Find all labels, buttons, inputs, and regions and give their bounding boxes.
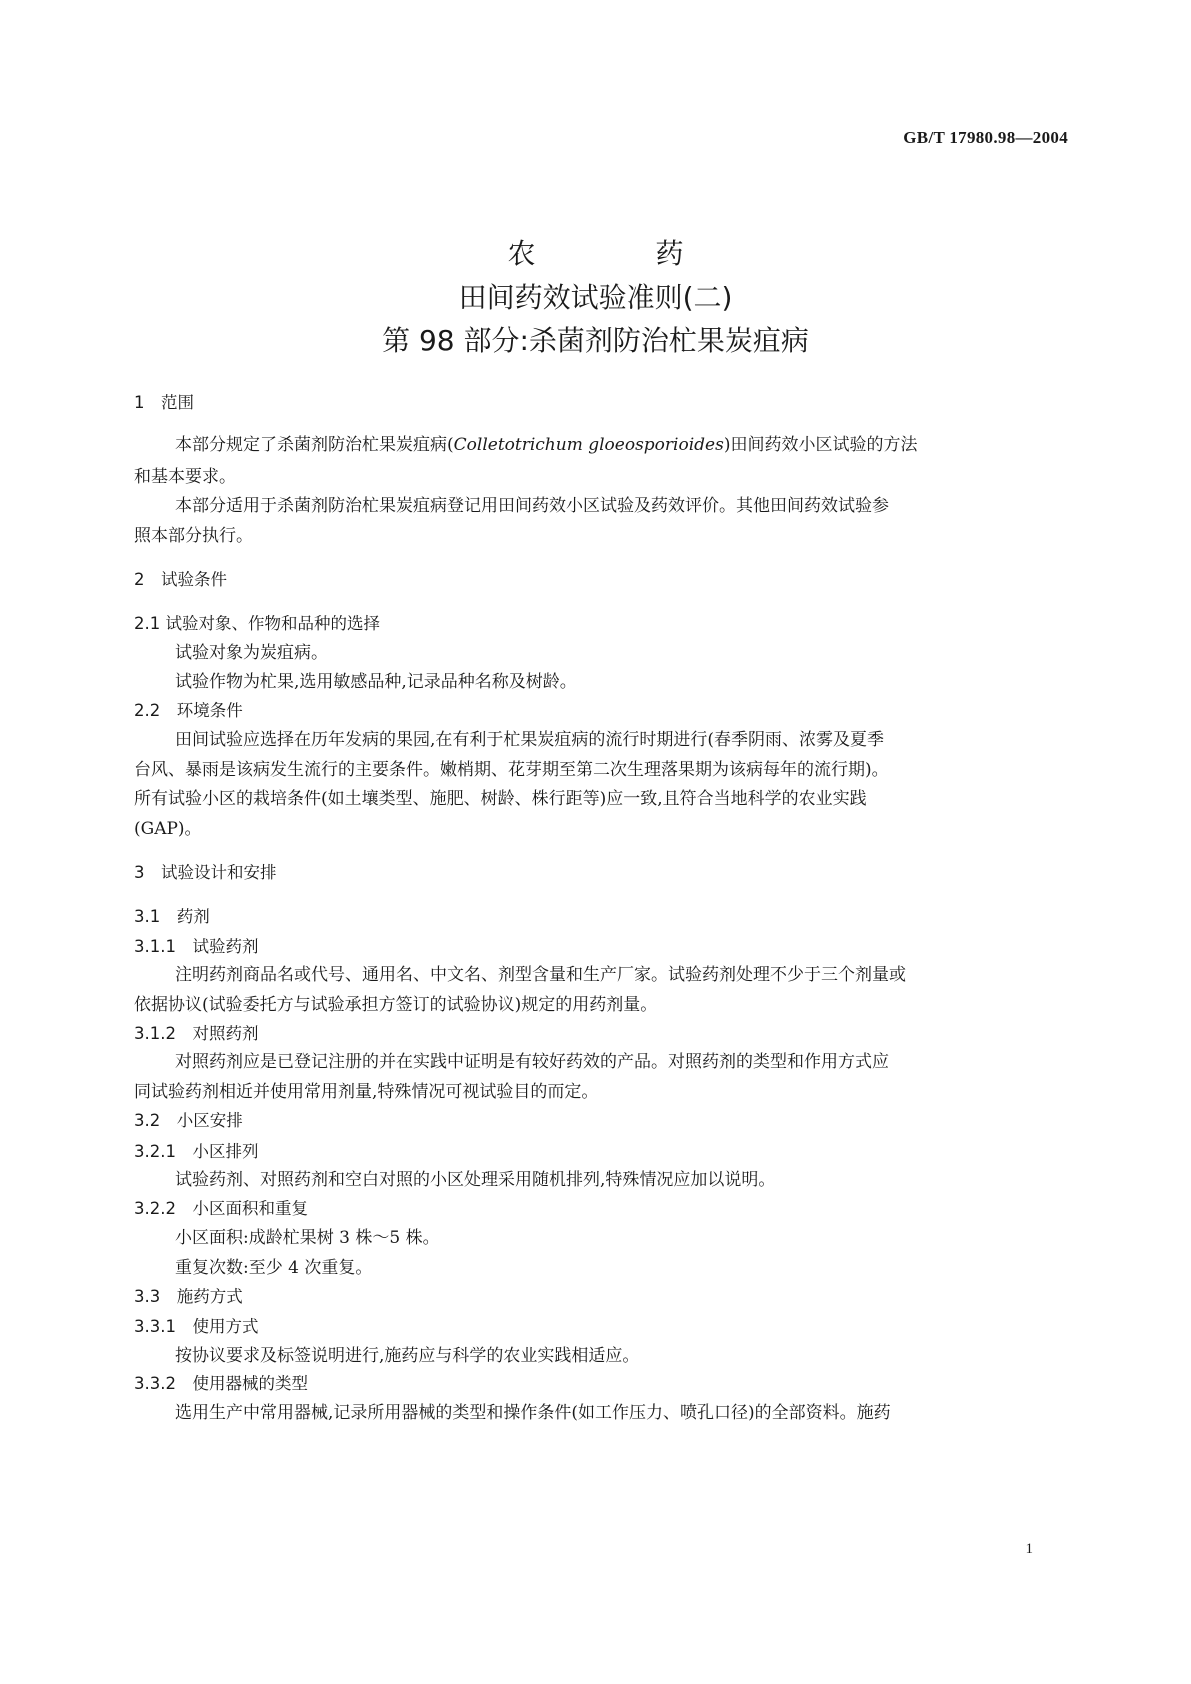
section-1-para-1: 本部分规定了杀菌剂防治杧果炭疽病(Colletotrichum gloeosporioides)田间药效小区试验的方法 bbox=[175, 435, 918, 455]
section-1-para-2-cont: 照本部分执行。 bbox=[134, 526, 253, 546]
section-3-2-2-line-1: 小区面积:成龄杧果树 3 株～5 株。 bbox=[175, 1228, 440, 1248]
standard-code: GB/T 17980.98—2004 bbox=[903, 128, 1068, 147]
section-3-2-2-line-2: 重复次数:至少 4 次重复。 bbox=[175, 1258, 373, 1278]
section-3-1-heading: 3.1 药剂 bbox=[134, 907, 210, 926]
section-2-1-heading: 2.1 试验对象、作物和品种的选择 bbox=[134, 614, 380, 633]
section-3-2-heading: 3.2 小区安排 bbox=[134, 1111, 243, 1130]
section-3-heading: 3 试验设计和安排 bbox=[134, 863, 277, 882]
section-2-2-heading: 2.2 环境条件 bbox=[134, 701, 243, 720]
pathogen-name: Colletotrichum gloeosporioides bbox=[453, 435, 724, 455]
section-3-3-1-heading: 3.3.1 使用方式 bbox=[134, 1317, 259, 1336]
section-2-2-line-3: 所有试验小区的栽培条件(如土壤类型、施肥、树龄、株行距等)应一致,且符合当地科学的农业实践 bbox=[134, 789, 867, 809]
section-1-para-2: 本部分适用于杀菌剂防治杧果炭疽病登记用田间药效小区试验及药效评价。其他田间药效试验参 bbox=[175, 496, 889, 516]
section-3-3-1-line-1: 按协议要求及标签说明进行,施药应与科学的农业实践相适应。 bbox=[175, 1346, 640, 1366]
section-2-2-line-2: 台风、暴雨是该病发生流行的主要条件。嫩梢期、花芽期至第二次生理落果期为该病每年的流行期)。 bbox=[134, 760, 889, 780]
section-2-heading: 2 试验条件 bbox=[134, 570, 227, 589]
section-3-1-1-line-1: 注明药剂商品名或代号、通用名、中文名、剂型含量和生产厂家。试验药剂处理不少于三个剂量或 bbox=[175, 965, 906, 985]
section-3-1-1-line-2: 依据协议(试验委托方与试验承担方签订的试验协议)规定的用药剂量。 bbox=[134, 995, 658, 1015]
section-2-1-para-2: 试验作物为杧果,选用敏感品种,记录品种名称及树龄。 bbox=[175, 672, 577, 692]
title-line-2: 田间药效试验准则(二) bbox=[458, 281, 733, 314]
section-3-3-2-line-1: 选用生产中常用器械,记录所用器械的类型和操作条件(如工作压力、喷孔口径)的全部资料。施药 bbox=[175, 1403, 891, 1423]
title-line-3: 第 98 部分:杀菌剂防治杧果炭疽病 bbox=[382, 324, 809, 357]
section-3-3-heading: 3.3 施药方式 bbox=[134, 1287, 243, 1306]
section-1-para-1-cont: 和基本要求。 bbox=[134, 467, 236, 487]
page-number: 1 bbox=[1025, 1541, 1033, 1557]
section-3-2-2-heading: 3.2.2 小区面积和重复 bbox=[134, 1199, 308, 1218]
section-1-heading: 1 范围 bbox=[134, 393, 194, 412]
section-3-1-1-heading: 3.1.1 试验药剂 bbox=[134, 937, 259, 956]
section-3-1-2-line-1: 对照药剂应是已登记注册的并在实践中证明是有较好药效的产品。对照药剂的类型和作用方式应 bbox=[175, 1052, 889, 1072]
section-3-2-1-line-1: 试验药剂、对照药剂和空白对照的小区处理采用随机排列,特殊情况应加以说明。 bbox=[175, 1170, 776, 1190]
section-2-1-para-1: 试验对象为炭疽病。 bbox=[175, 643, 328, 663]
section-3-3-2-heading: 3.3.2 使用器械的类型 bbox=[134, 1374, 308, 1393]
section-3-1-2-line-2: 同试验药剂相近并使用常用剂量,特殊情况可视试验目的而定。 bbox=[134, 1082, 599, 1102]
section-3-2-1-heading: 3.2.1 小区排列 bbox=[134, 1142, 259, 1161]
section-3-1-2-heading: 3.1.2 对照药剂 bbox=[134, 1024, 259, 1043]
section-2-2-line-1: 田间试验应选择在历年发病的果园,在有利于杧果炭疽病的流行时期进行(春季阴雨、浓雾及夏季 bbox=[175, 730, 885, 750]
section-2-2-line-4: (GAP)。 bbox=[134, 819, 202, 839]
title-line-1: 农 药 bbox=[507, 237, 730, 270]
